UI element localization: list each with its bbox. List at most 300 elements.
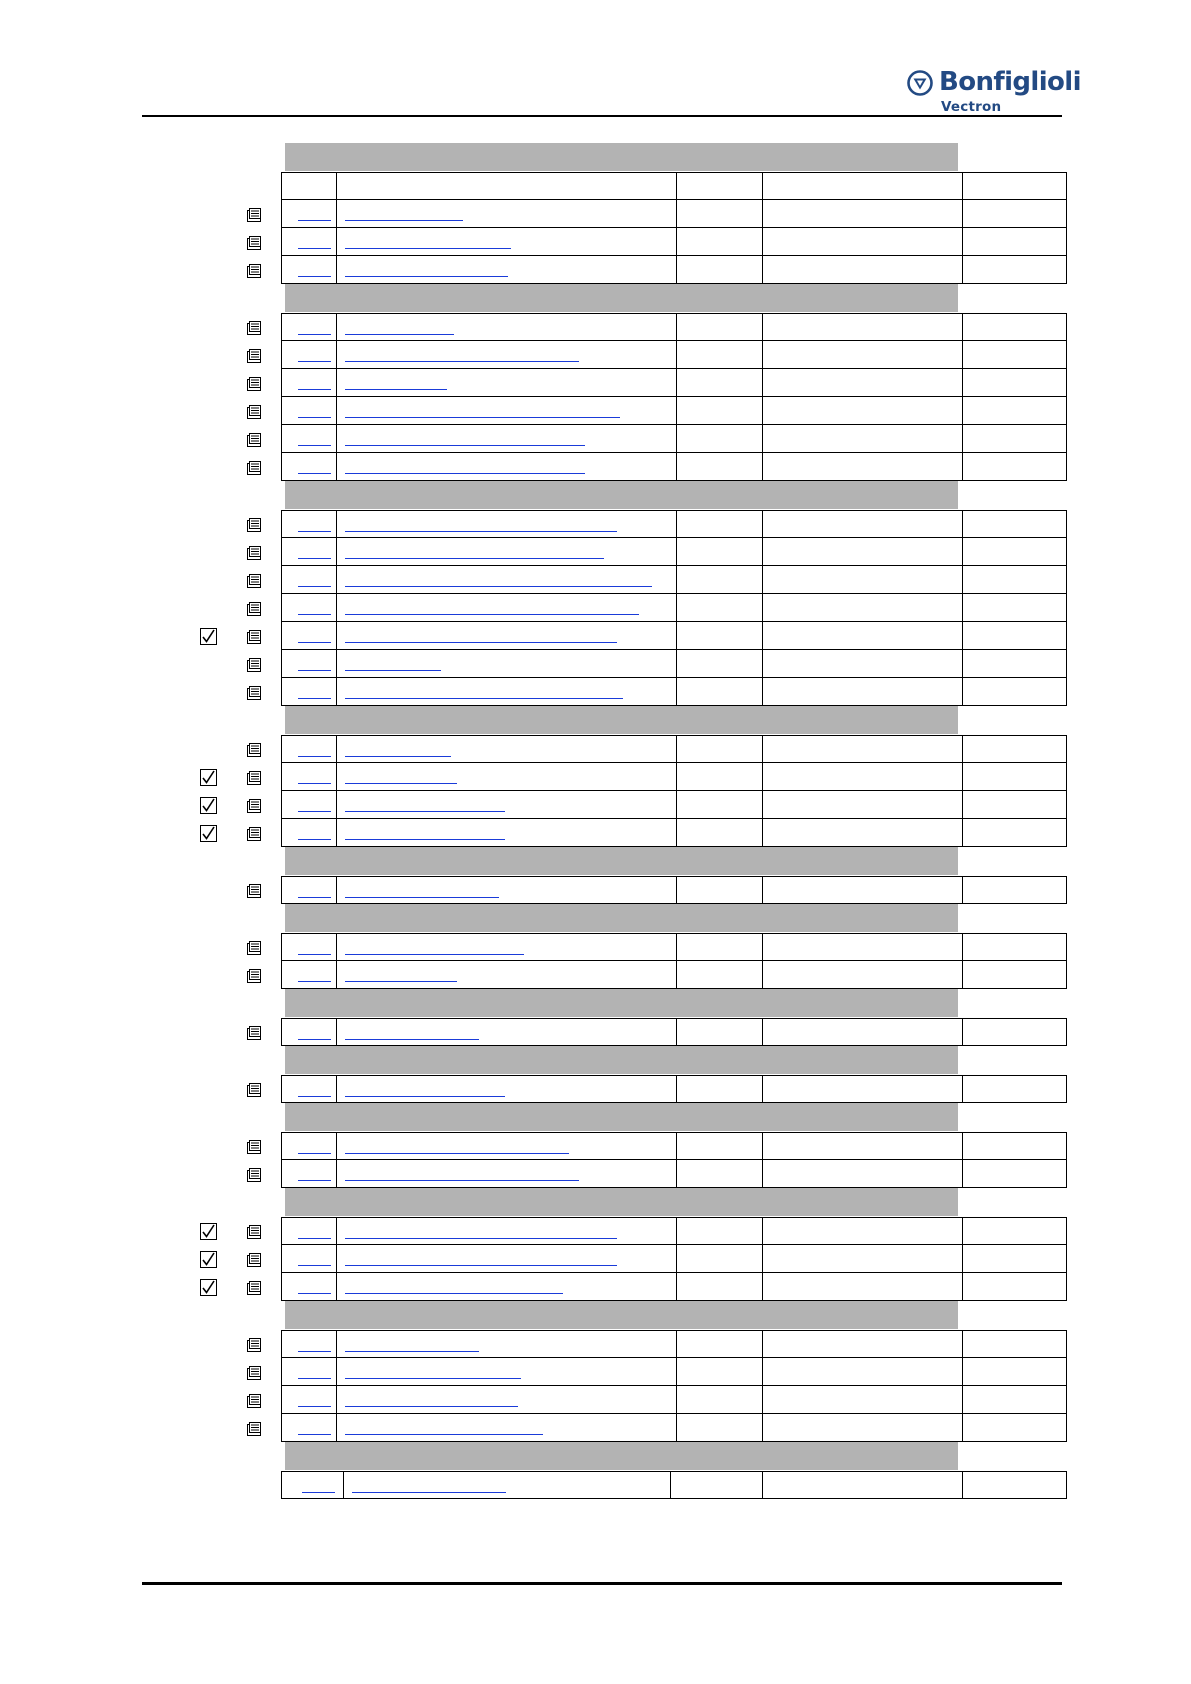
table-row (281, 876, 1067, 904)
table-header-row (281, 172, 1067, 200)
table-row (281, 341, 1067, 369)
table-cell-col-4 (763, 1358, 963, 1385)
table-cell-col-3 (671, 1472, 763, 1498)
document-icon[interactable] (246, 1365, 262, 1381)
row-title-link[interactable] (345, 954, 524, 955)
table-cell-col-2 (337, 1358, 677, 1385)
table-cell-col-2 (337, 1331, 677, 1357)
table-cell-col-2 (337, 511, 677, 537)
row-title-link[interactable] (345, 1434, 543, 1435)
table-cell-col-5 (963, 1218, 1067, 1244)
section-band (285, 143, 958, 171)
table-row (281, 510, 1067, 538)
document-icon[interactable] (246, 545, 262, 561)
table-cell-col-4 (763, 425, 963, 452)
row-number-link[interactable] (298, 586, 331, 587)
table-cell-col-5 (963, 314, 1067, 340)
row-number-link[interactable] (298, 276, 331, 277)
header-divider (142, 115, 1062, 117)
row-number-link[interactable] (298, 558, 331, 559)
row-number-link[interactable] (298, 670, 331, 671)
table-cell-col-5 (963, 1472, 1067, 1498)
table-cell-col-5 (963, 453, 1067, 480)
document-icon[interactable] (246, 798, 262, 814)
table-cell-col-1 (282, 1160, 337, 1187)
document-icon[interactable] (246, 685, 262, 701)
row-title-link[interactable] (345, 473, 585, 474)
row-title-link[interactable] (345, 642, 617, 643)
table-cell-col-3 (677, 1414, 763, 1441)
table-cell-col-3 (677, 256, 763, 283)
table-cell-col-5 (963, 877, 1067, 903)
document-icon[interactable] (246, 968, 262, 984)
table-row (281, 1414, 1067, 1442)
table-cell-col-2 (337, 594, 677, 621)
document-icon[interactable] (246, 517, 262, 533)
table-row (281, 228, 1067, 256)
row-number-link[interactable] (302, 1492, 335, 1493)
table-cell-col-2 (337, 256, 677, 283)
table-cell-col-1 (282, 1076, 337, 1102)
table-cell-col-4 (763, 453, 963, 480)
table-row (281, 313, 1067, 341)
row-title-link[interactable] (345, 1265, 617, 1266)
row-title-link[interactable] (345, 698, 623, 699)
row-number-link[interactable] (298, 1434, 331, 1435)
table-row (281, 1160, 1067, 1188)
row-number-link[interactable] (298, 1378, 331, 1379)
table-cell-col-3 (677, 622, 763, 649)
document-icon[interactable] (246, 207, 262, 223)
checkmark-box-icon[interactable] (200, 825, 217, 842)
table-cell-col-4 (763, 736, 963, 762)
document-icon[interactable] (246, 629, 262, 645)
document-icon[interactable] (246, 1082, 262, 1098)
table-cell-col-5 (963, 1133, 1067, 1159)
table-cell-col-5 (963, 791, 1067, 818)
table-cell-col-3 (677, 1273, 763, 1300)
table-cell-col-2 (337, 173, 677, 199)
checkmark-box-icon[interactable] (200, 1223, 217, 1240)
document-icon[interactable] (246, 404, 262, 420)
table-cell-col-4 (763, 228, 963, 255)
document-icon[interactable] (246, 1252, 262, 1268)
brand-name: Bonfiglioli (939, 67, 1081, 97)
row-title-link[interactable] (345, 1039, 479, 1040)
table-cell-col-1 (282, 173, 337, 199)
table-cell-col-3 (677, 763, 763, 790)
section-band (285, 481, 958, 509)
table-cell-col-3 (677, 650, 763, 677)
table-cell-col-2 (337, 1245, 677, 1272)
row-number-link[interactable] (298, 642, 331, 643)
checkmark-box-icon[interactable] (200, 628, 217, 645)
row-number-link[interactable] (298, 417, 331, 418)
section-band (285, 1103, 958, 1131)
document-icon[interactable] (246, 940, 262, 956)
brand-logo-mark-icon (907, 70, 933, 96)
table-row (281, 425, 1067, 453)
row-number-link[interactable] (298, 1406, 331, 1407)
row-number-link[interactable] (298, 954, 331, 955)
checkmark-box-icon[interactable] (200, 1279, 217, 1296)
table-cell-col-2 (337, 763, 677, 790)
table-row (281, 961, 1067, 989)
table-cell-col-5 (963, 961, 1067, 988)
table-cell-col-1 (282, 791, 337, 818)
row-number-link[interactable] (298, 1293, 331, 1294)
document-icon[interactable] (246, 263, 262, 279)
table-cell-col-5 (963, 566, 1067, 593)
document-icon[interactable] (246, 657, 262, 673)
document-icon[interactable] (246, 432, 262, 448)
row-title-link[interactable] (345, 1180, 579, 1181)
table-cell-col-2 (337, 819, 677, 846)
table-cell-col-3 (677, 566, 763, 593)
row-number-link[interactable] (298, 698, 331, 699)
table-cell-col-3 (677, 341, 763, 368)
row-number-link[interactable] (298, 811, 331, 812)
section-band (285, 1046, 958, 1074)
table-cell-col-3 (677, 1386, 763, 1413)
table-row (281, 538, 1067, 566)
row-number-link[interactable] (298, 1351, 331, 1352)
row-title-link[interactable] (345, 614, 639, 615)
table-cell-col-2 (337, 425, 677, 452)
table-row (281, 1273, 1067, 1301)
table-cell-col-4 (763, 1133, 963, 1159)
table-cell-col-4 (763, 622, 963, 649)
table-cell-col-1 (282, 425, 337, 452)
section-band (285, 706, 958, 734)
table-cell-col-2 (337, 1414, 677, 1441)
table-cell-col-2 (337, 934, 677, 960)
table-row (281, 1018, 1067, 1046)
table-cell-col-2 (337, 1160, 677, 1187)
row-title-link[interactable] (345, 811, 505, 812)
table-cell-col-3 (677, 736, 763, 762)
row-number-link[interactable] (298, 361, 331, 362)
document-icon[interactable] (246, 1139, 262, 1155)
table-cell-col-5 (963, 173, 1067, 199)
table-row (281, 1132, 1067, 1160)
table-cell-col-1 (282, 1414, 337, 1441)
table-cell-col-2 (344, 1472, 671, 1498)
table-row (281, 650, 1067, 678)
table-cell-col-5 (963, 1358, 1067, 1385)
document-icon[interactable] (246, 770, 262, 786)
checkmark-box-icon[interactable] (200, 797, 217, 814)
row-number-link[interactable] (298, 1039, 331, 1040)
row-title-link[interactable] (345, 389, 447, 390)
row-title-link[interactable] (345, 1378, 521, 1379)
table-cell-col-4 (763, 200, 963, 227)
table-cell-col-1 (282, 511, 337, 537)
row-number-link[interactable] (298, 897, 331, 898)
table-cell-col-3 (677, 678, 763, 705)
row-title-link[interactable] (345, 1351, 479, 1352)
table-cell-col-2 (337, 228, 677, 255)
table-cell-col-5 (963, 256, 1067, 283)
table-cell-col-1 (282, 1472, 344, 1498)
table-row (281, 256, 1067, 284)
table-cell-col-4 (763, 678, 963, 705)
document-icon[interactable] (246, 1421, 262, 1437)
table-cell-col-5 (963, 538, 1067, 565)
table-cell-col-2 (337, 566, 677, 593)
row-title-link[interactable] (345, 586, 652, 587)
row-number-link[interactable] (298, 473, 331, 474)
row-number-link[interactable] (298, 445, 331, 446)
table-cell-col-4 (763, 256, 963, 283)
table-cell-col-1 (282, 256, 337, 283)
table-cell-col-1 (282, 314, 337, 340)
table-cell-col-5 (963, 650, 1067, 677)
table-cell-col-5 (963, 1076, 1067, 1102)
document-icon[interactable] (246, 1224, 262, 1240)
checkmark-box-icon[interactable] (200, 1251, 217, 1268)
document-icon[interactable] (246, 883, 262, 899)
row-number-link[interactable] (298, 220, 331, 221)
table-cell-col-2 (337, 453, 677, 480)
row-number-link[interactable] (298, 981, 331, 982)
table-cell-col-4 (763, 594, 963, 621)
table-cell-col-3 (677, 369, 763, 396)
row-number-link[interactable] (298, 1238, 331, 1239)
row-title-link[interactable] (345, 276, 508, 277)
table-cell-col-3 (677, 1331, 763, 1357)
table-cell-col-5 (963, 763, 1067, 790)
table-row (281, 1217, 1067, 1245)
row-title-link[interactable] (345, 1406, 518, 1407)
table-row (281, 1075, 1067, 1103)
row-title-link[interactable] (345, 531, 617, 532)
row-title-link[interactable] (345, 1293, 563, 1294)
table-cell-col-3 (677, 877, 763, 903)
table-cell-col-4 (763, 1019, 963, 1045)
table-cell-col-4 (763, 1245, 963, 1272)
table-cell-col-2 (337, 1273, 677, 1300)
table-cell-col-5 (963, 819, 1067, 846)
section-band (285, 904, 958, 932)
document-icon[interactable] (246, 1393, 262, 1409)
table-cell-col-3 (677, 791, 763, 818)
table-cell-col-5 (963, 736, 1067, 762)
table-row (281, 369, 1067, 397)
table-cell-col-2 (337, 1218, 677, 1244)
table-cell-col-4 (763, 791, 963, 818)
table-cell-col-3 (677, 314, 763, 340)
row-number-link[interactable] (298, 614, 331, 615)
table-cell-col-2 (337, 397, 677, 424)
table-cell-col-3 (677, 1019, 763, 1045)
row-title-link[interactable] (345, 756, 451, 757)
document-icon[interactable] (246, 1167, 262, 1183)
row-title-link[interactable] (345, 1238, 617, 1239)
document-icon[interactable] (246, 573, 262, 589)
table-cell-col-3 (677, 961, 763, 988)
table-cell-col-3 (677, 397, 763, 424)
row-title-link[interactable] (345, 220, 463, 221)
table-cell-col-3 (677, 819, 763, 846)
section-band (285, 989, 958, 1017)
table-cell-col-4 (763, 763, 963, 790)
table-cell-col-1 (282, 678, 337, 705)
table-cell-col-1 (282, 736, 337, 762)
row-title-link[interactable] (345, 897, 499, 898)
document-icon[interactable] (246, 348, 262, 364)
row-title-link[interactable] (345, 361, 579, 362)
table-cell-col-1 (282, 1358, 337, 1385)
document-icon[interactable] (246, 1025, 262, 1041)
table-cell-col-5 (963, 1331, 1067, 1357)
table-cell-col-4 (763, 961, 963, 988)
table-row (281, 1330, 1067, 1358)
table-cell-col-1 (282, 538, 337, 565)
row-number-link[interactable] (298, 334, 331, 335)
table-cell-col-4 (763, 1273, 963, 1300)
table-cell-col-1 (282, 1273, 337, 1300)
table-cell-col-1 (282, 594, 337, 621)
table-cell-col-1 (282, 650, 337, 677)
row-title-link[interactable] (345, 839, 505, 840)
table-cell-col-3 (677, 1245, 763, 1272)
brand-sub-name: Vectron (941, 99, 1002, 115)
table-cell-col-4 (763, 819, 963, 846)
table-cell-col-2 (337, 877, 677, 903)
table-cell-col-5 (963, 228, 1067, 255)
table-cell-col-2 (337, 1076, 677, 1102)
section-band (285, 284, 958, 312)
table-cell-col-3 (677, 453, 763, 480)
table-cell-col-5 (963, 200, 1067, 227)
row-number-link[interactable] (298, 783, 331, 784)
table-cell-col-1 (282, 1019, 337, 1045)
table-cell-col-4 (763, 934, 963, 960)
table-cell-col-1 (282, 341, 337, 368)
table-cell-col-3 (677, 1133, 763, 1159)
table-cell-col-4 (763, 397, 963, 424)
table-cell-col-5 (963, 1414, 1067, 1441)
table-cell-col-3 (677, 594, 763, 621)
document-icon[interactable] (246, 742, 262, 758)
row-title-link[interactable] (345, 670, 441, 671)
table-cell-col-1 (282, 228, 337, 255)
row-title-link[interactable] (345, 334, 454, 335)
table-row (281, 1471, 1067, 1499)
row-title-link[interactable] (352, 1492, 506, 1493)
checkmark-box-icon[interactable] (200, 769, 217, 786)
brand-logo (907, 67, 1081, 118)
table-cell-col-1 (282, 453, 337, 480)
table-cell-col-1 (282, 934, 337, 960)
row-title-link[interactable] (345, 1096, 505, 1097)
table-cell-col-1 (282, 1218, 337, 1244)
table-cell-col-5 (963, 1245, 1067, 1272)
table-cell-col-2 (337, 1133, 677, 1159)
row-number-link[interactable] (298, 389, 331, 390)
document-icon[interactable] (246, 320, 262, 336)
table-row (281, 200, 1067, 228)
table-row (281, 453, 1067, 481)
table-cell-col-1 (282, 763, 337, 790)
row-title-link[interactable] (345, 783, 457, 784)
table-cell-col-4 (763, 173, 963, 199)
row-number-link[interactable] (298, 1153, 331, 1154)
table-cell-col-5 (963, 678, 1067, 705)
table-row (281, 1386, 1067, 1414)
table-cell-col-2 (337, 1386, 677, 1413)
row-number-link[interactable] (298, 531, 331, 532)
table-cell-col-1 (282, 200, 337, 227)
footer-divider (142, 1582, 1062, 1585)
table-cell-col-5 (963, 1273, 1067, 1300)
table-row (281, 397, 1067, 425)
row-title-link[interactable] (345, 981, 457, 982)
document-icon[interactable] (246, 601, 262, 617)
table-cell-col-4 (763, 341, 963, 368)
row-title-link[interactable] (345, 417, 620, 418)
document-icon[interactable] (246, 376, 262, 392)
document-icon[interactable] (246, 1337, 262, 1353)
row-title-link[interactable] (345, 1153, 569, 1154)
document-icon[interactable] (246, 235, 262, 251)
table-row (281, 566, 1067, 594)
row-number-link[interactable] (298, 248, 331, 249)
table-cell-col-4 (763, 1472, 963, 1498)
row-title-link[interactable] (345, 558, 604, 559)
table-cell-col-4 (763, 650, 963, 677)
table-cell-col-2 (337, 622, 677, 649)
document-icon[interactable] (246, 1280, 262, 1296)
table-cell-col-3 (677, 228, 763, 255)
table-cell-col-4 (763, 369, 963, 396)
row-number-link[interactable] (298, 756, 331, 757)
row-title-link[interactable] (345, 248, 511, 249)
table-cell-col-1 (282, 1245, 337, 1272)
table-cell-col-2 (337, 538, 677, 565)
table-cell-col-4 (763, 314, 963, 340)
table-cell-col-5 (963, 341, 1067, 368)
table-cell-col-3 (677, 1358, 763, 1385)
table-cell-col-1 (282, 1133, 337, 1159)
table-cell-col-5 (963, 1019, 1067, 1045)
table-row (281, 819, 1067, 847)
row-number-link[interactable] (298, 839, 331, 840)
table-cell-col-1 (282, 369, 337, 396)
table-cell-col-5 (963, 934, 1067, 960)
table-cell-col-4 (763, 1076, 963, 1102)
document-icon[interactable] (246, 460, 262, 476)
table-cell-col-4 (763, 1331, 963, 1357)
table-cell-col-2 (337, 200, 677, 227)
table-cell-col-2 (337, 314, 677, 340)
table-cell-col-4 (763, 538, 963, 565)
table-cell-col-4 (763, 1160, 963, 1187)
table-cell-col-3 (677, 1160, 763, 1187)
row-number-link[interactable] (298, 1096, 331, 1097)
table-cell-col-3 (677, 1218, 763, 1244)
row-number-link[interactable] (298, 1180, 331, 1181)
table-cell-col-5 (963, 1386, 1067, 1413)
row-title-link[interactable] (345, 445, 585, 446)
document-icon[interactable] (246, 826, 262, 842)
table-cell-col-5 (963, 594, 1067, 621)
table-cell-col-4 (763, 1386, 963, 1413)
table-cell-col-2 (337, 369, 677, 396)
row-number-link[interactable] (298, 1265, 331, 1266)
table-row (281, 594, 1067, 622)
